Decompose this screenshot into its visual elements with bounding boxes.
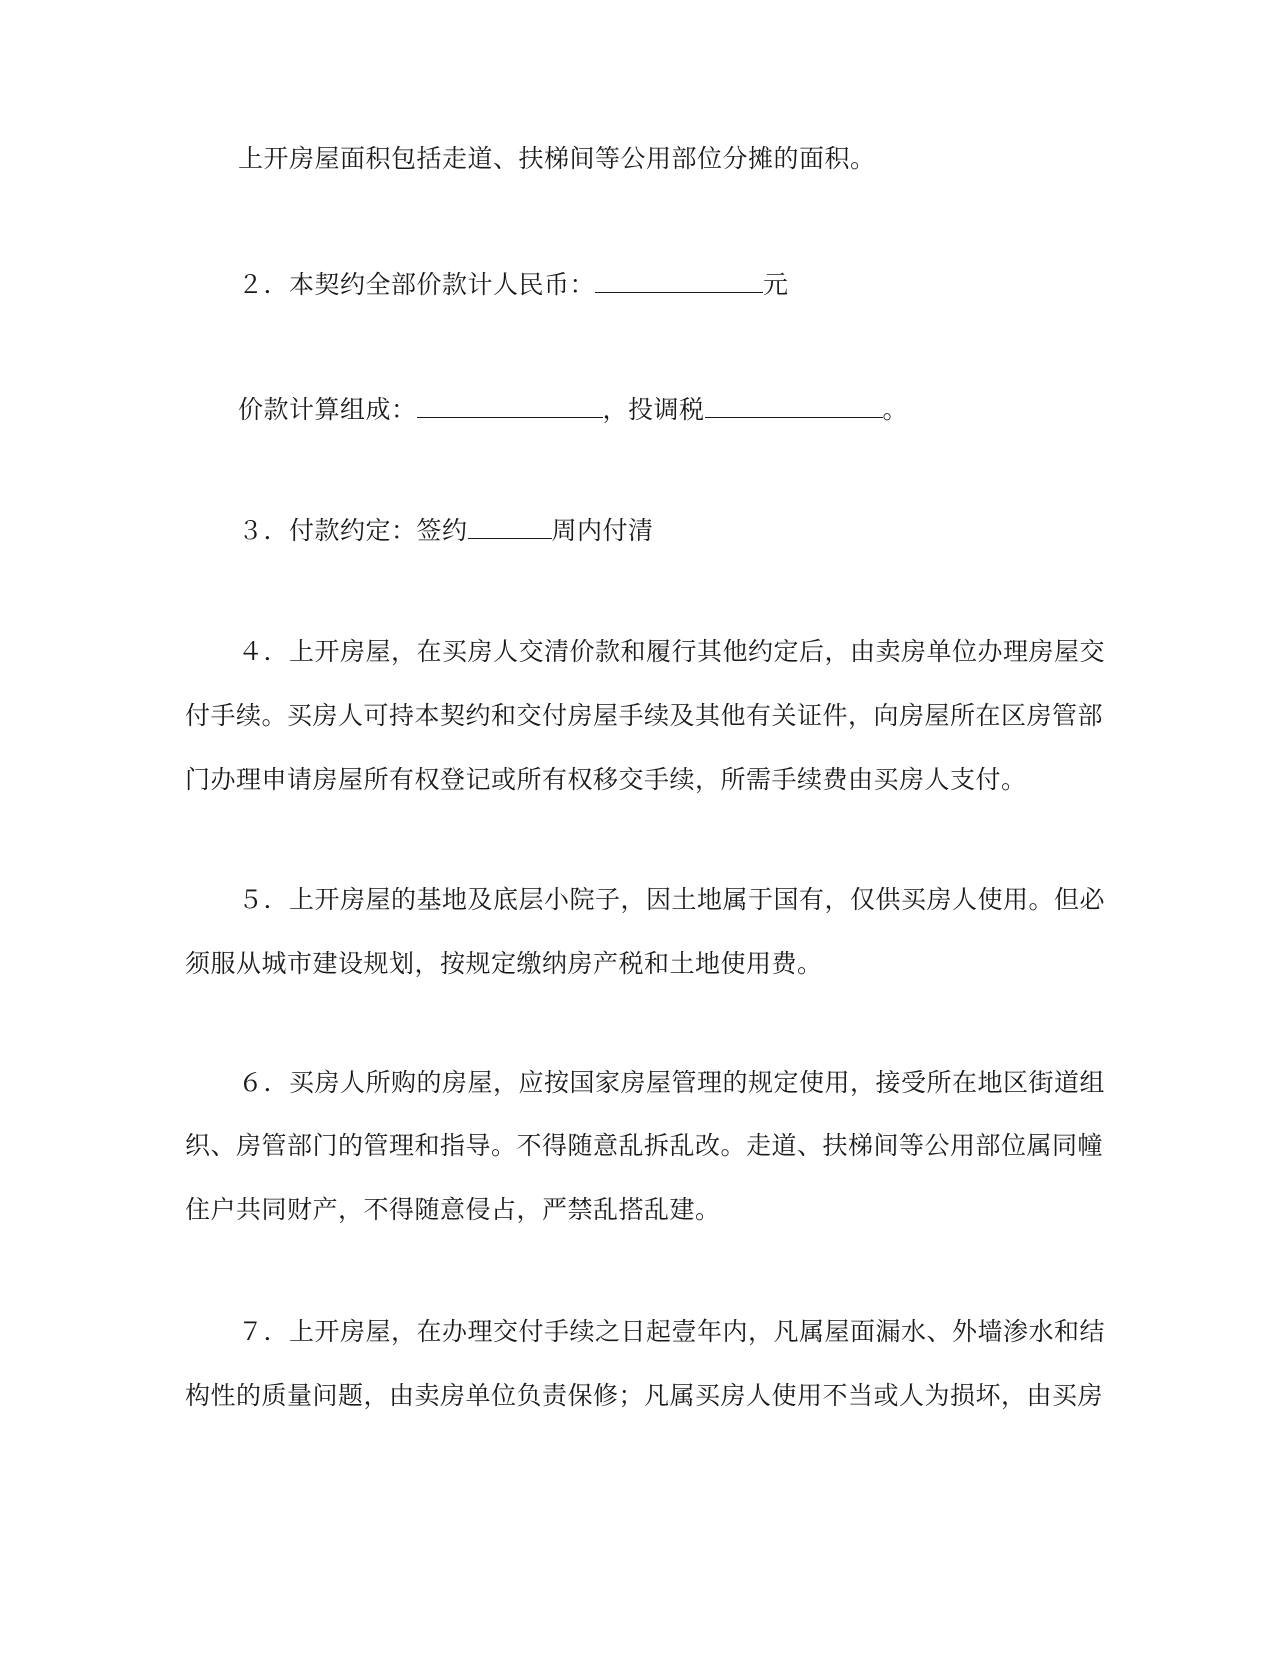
payment-weeks-blank[interactable] — [468, 514, 552, 539]
price-composition-blank[interactable] — [417, 393, 603, 418]
clause-6-line-1 — [238, 1067, 1105, 1099]
clause-4-text-3: 门办理申请房屋所有权登记或所有权移交手续，所需手续费由买房人支付。 — [185, 765, 1027, 794]
clause-7-line-2 — [185, 1380, 1103, 1412]
clause-5-line-1 — [238, 884, 1105, 916]
clause-3-text: ３．付款约定：签约 — [238, 516, 468, 545]
clause-7-line-1 — [238, 1316, 1105, 1348]
clause-4-line-3 — [185, 764, 1027, 796]
clause-5-text-1: ５．上开房屋的基地及底层小院子，因土地属于国有，仅供买房人使用。但必 — [238, 885, 1106, 914]
clause-5-line-2 — [185, 948, 823, 980]
clause-4-text-1: ４．上开房屋，在买房人交清价款和履行其他约定后，由卖房单位办理房屋交 — [238, 637, 1106, 666]
clause-6-text-3: 住户共同财产，不得随意侵占，严禁乱搭乱建。 — [185, 1195, 721, 1224]
tax-blank[interactable] — [705, 393, 883, 418]
clause-5-text-2: 须服从城市建设规划，按规定缴纳房产税和土地使用费。 — [185, 949, 823, 978]
clause-7-text-1: ７．上开房屋，在办理交付手续之日起壹年内，凡属屋面漏水、外墙渗水和结 — [238, 1317, 1106, 1346]
clause-4-line-1 — [238, 636, 1105, 668]
clause-3-line — [238, 514, 654, 547]
clause-2-text: ２．本契约全部价款计人民币： — [238, 270, 596, 299]
clause-6-text-2: 织、房管部门的管理和指导。不得随意乱拆乱改。走道、扶梯间等公用部位属同幢 — [185, 1131, 1104, 1160]
clause-2-line — [238, 268, 789, 301]
clause-7-text-2: 构性的质量问题，由卖房单位负责保修；凡属买房人使用不当或人为损坏，由买房 — [185, 1381, 1104, 1410]
total-price-blank[interactable] — [595, 268, 763, 293]
text-line-area-note — [238, 143, 876, 175]
clause-6-line-3 — [185, 1194, 721, 1226]
clause-6-text-1: ６．买房人所购的房屋，应按国家房屋管理的规定使用，接受所在地区街道组 — [238, 1068, 1106, 1097]
clause-3-suffix: 周内付清 — [551, 516, 654, 545]
clause-4-text-2: 付手续。买房人可持本契约和交付房屋手续及其他有关证件，向房屋所在区房管部 — [185, 701, 1104, 730]
period-mark: 。 — [882, 395, 909, 424]
tax-label: ，投调税 — [602, 395, 705, 424]
price-composition-line — [238, 393, 908, 426]
currency-unit-text: 元 — [763, 270, 789, 299]
price-composition-label: 价款计算组成： — [238, 395, 417, 424]
clause-6-line-2 — [185, 1130, 1103, 1162]
clause-4-line-2 — [185, 700, 1103, 732]
area-note-text: 上开房屋面积包括走道、扶梯间等公用部位分摊的面积。 — [238, 144, 876, 173]
